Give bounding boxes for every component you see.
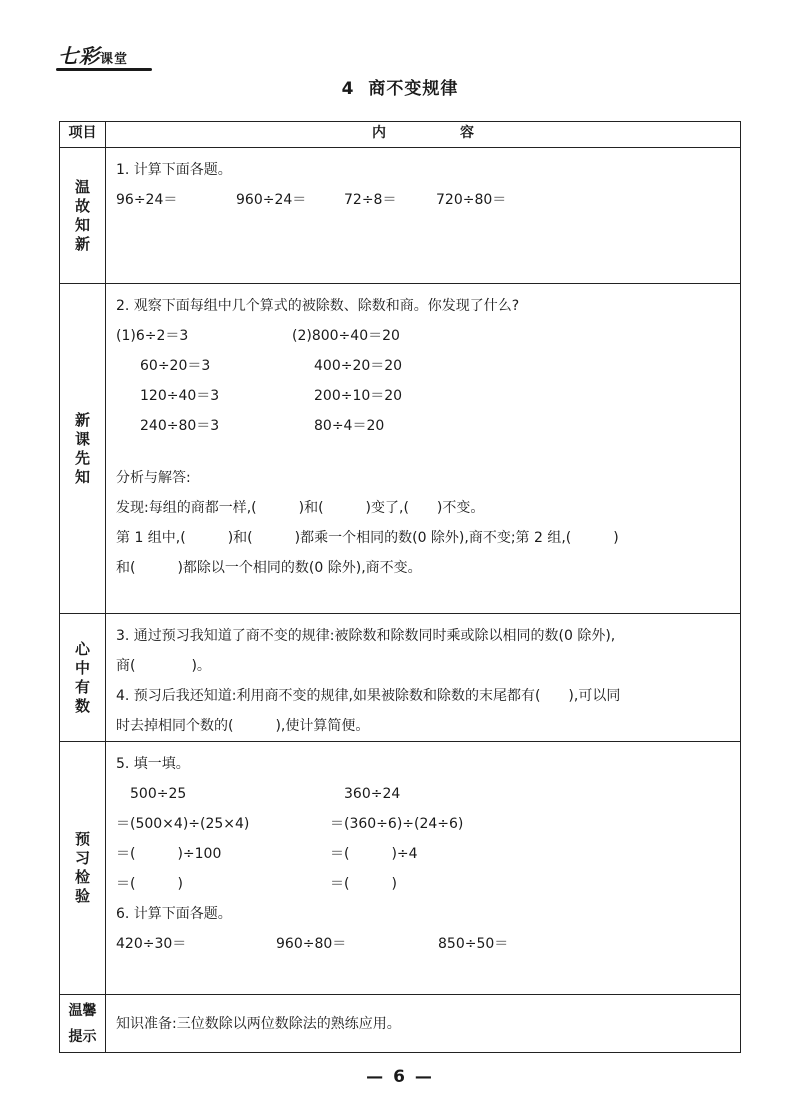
section-review <box>60 148 741 284</box>
side-label-new: 新课先知 <box>60 284 106 614</box>
fill-right-step: 360÷24 <box>344 786 401 802</box>
analysis-line-2: 和( )都除以一个相同的数(0 除外),商不变。 <box>116 560 422 576</box>
header-item: 项目 <box>60 122 106 148</box>
question-3-line-1: 3. 通过预习我知道了商不变的规律:被除数和除数同时乘或除以相同的数(0 除外), <box>116 628 616 644</box>
section-mind <box>60 614 741 742</box>
group1-eq: 120÷40＝3 <box>140 388 220 404</box>
tip-content <box>106 995 741 1053</box>
question-5: 5. 填一填。 <box>116 756 190 772</box>
lesson-title: 商不变规律 <box>368 79 459 99</box>
question-6: 6. 计算下面各题。 <box>116 906 232 922</box>
question-4-line-2: 时去掉相同个数的( ),使计算简便。 <box>116 718 370 734</box>
review-problem: 720÷80＝ <box>436 192 507 208</box>
review-content <box>106 148 741 284</box>
question-1: 1. 计算下面各题。 <box>116 162 232 178</box>
page-title <box>0 74 800 99</box>
question-2: 2. 观察下面每组中几个算式的被除数、除数和商。你发现了什么? <box>116 298 520 314</box>
side-label-check: 预习检验 <box>60 742 106 995</box>
analysis-line-1: 第 1 组中,( )和( )都乘一个相同的数(0 除外),商不变;第 2 组,( ) <box>116 530 619 546</box>
group2-eq: (2)800÷40＝20 <box>292 328 400 344</box>
fill-left-step: ＝(500×4)÷(25×4) <box>116 816 250 832</box>
review-problem: 960÷24＝ <box>236 192 307 208</box>
section-tip <box>60 995 741 1053</box>
side-label-review: 温故知新 <box>60 148 106 284</box>
group1-eq: 60÷20＝3 <box>140 358 211 374</box>
section-check <box>60 742 741 995</box>
group1-eq: (1)6÷2＝3 <box>116 328 189 344</box>
tip-text: 知识准备:三位数除以两位数除法的熟练应用。 <box>116 1015 401 1032</box>
fill-right-step: ＝(360÷6)÷(24÷6) <box>330 816 464 832</box>
group1-eq: 240÷80＝3 <box>140 418 220 434</box>
section-new <box>60 284 741 614</box>
check-problem: 420÷30＝ <box>116 936 187 952</box>
fill-left-step: ＝( ) <box>116 876 183 892</box>
side-label-mind: 心中有数 <box>60 614 106 742</box>
check-problem: 960÷80＝ <box>276 936 347 952</box>
group2-eq: 200÷10＝20 <box>314 388 403 404</box>
group2-eq: 400÷20＝20 <box>314 358 403 374</box>
fill-right-step: ＝( ) <box>330 876 397 892</box>
side-label-tip: 温馨 提示 <box>60 995 106 1053</box>
worksheet-table <box>59 121 741 1053</box>
review-problems <box>116 185 740 215</box>
brand-logo <box>58 40 150 70</box>
analysis-label: 分析与解答: <box>116 470 191 486</box>
group2-eq: 80÷4＝20 <box>314 418 385 434</box>
review-problem: 96÷24＝ <box>116 192 178 208</box>
logo-underline <box>56 68 152 71</box>
review-problem: 72÷8＝ <box>344 192 397 208</box>
new-content <box>106 284 741 614</box>
lesson-number: 4 <box>341 79 355 99</box>
question-3-line-2: 商( )。 <box>116 658 211 674</box>
fill-right-step: ＝( )÷4 <box>330 846 418 862</box>
fill-left-step: ＝( )÷100 <box>116 846 222 862</box>
header-content: 内 容 <box>106 122 741 148</box>
table-header-row <box>60 122 741 148</box>
question-4-line-1: 4. 预习后我还知道:利用商不变的规律,如果被除数和除数的末尾都有( ),可以同 <box>116 688 621 704</box>
page-number: — 6 — <box>366 1067 434 1087</box>
mind-content <box>106 614 741 742</box>
logo-small-text: 课堂 <box>100 52 129 67</box>
fill-left-step: 500÷25 <box>130 786 187 802</box>
logo-text: 七彩 <box>58 44 100 68</box>
check-content <box>106 742 741 995</box>
check-problem: 850÷50＝ <box>438 936 509 952</box>
discovery-line: 发现:每组的商都一样,( )和( )变了,( )不变。 <box>116 500 485 516</box>
